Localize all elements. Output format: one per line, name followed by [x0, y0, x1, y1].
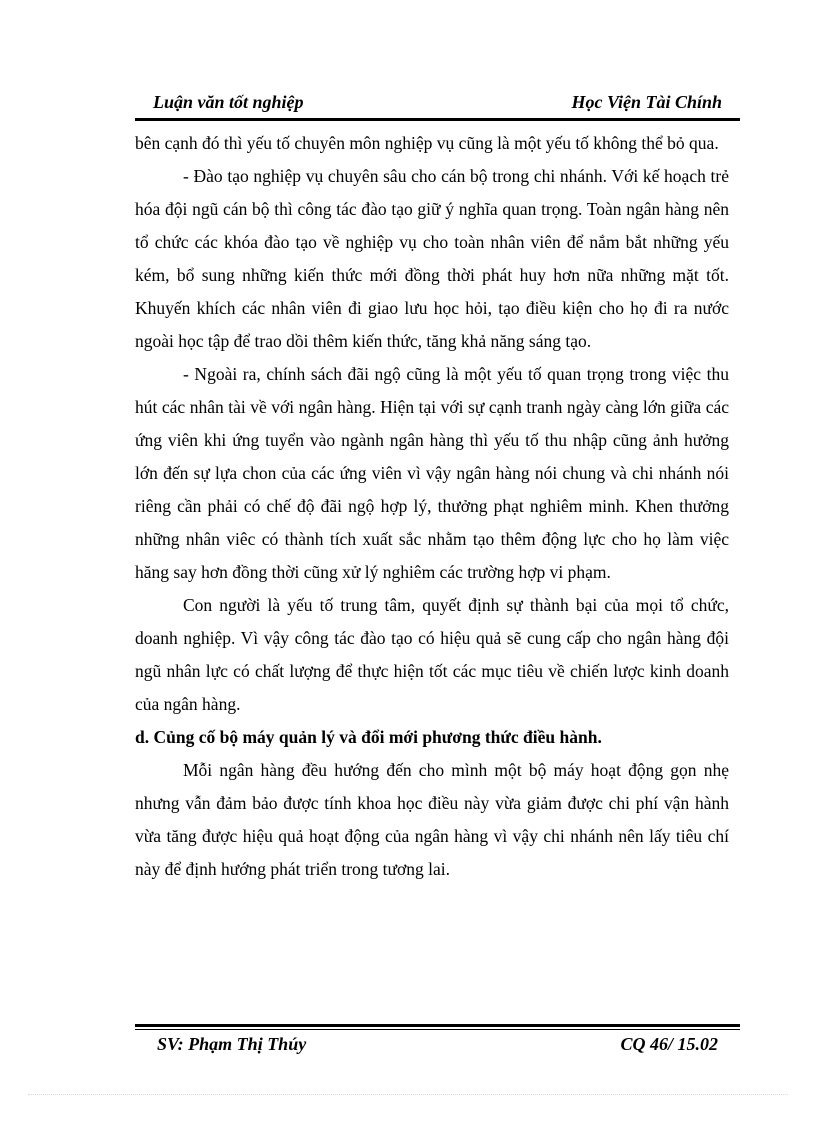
header-thesis-title: Luận văn tốt nghiệp [153, 92, 304, 112]
document-body [135, 127, 729, 886]
header-divider [135, 118, 740, 121]
paragraph-compensation: - Ngoài ra, chính sách đãi ngộ cũng là một yếu tố quan trọng trong việc thu hút các nhân tài về với ngân hàng. Hiện tại với sự cạnh tranh ngày càng lớn giữa các ứng viên khi ứng tuyển vào ngành ngân hàng thì yếu tố thu nhập cũng ảnh hưởng lớn đến sự lựa chon của các ứng viên vì vậy ngân hàng nói chung và chi nhánh nói riêng cần phải có chế độ đãi ngộ hợp lý, thưởng phạt nghiêm minh. Khen thưởng những nhân viêc có thành tích xuất sắc nhằm tạo thêm động lực cho họ làm việc hăng say hơn đồng thời cũng xử lý nghiêm các trường hợp vi phạm. [135, 364, 729, 582]
footer-divider-thick [135, 1024, 740, 1027]
header-institution: Học Viện Tài Chính [571, 92, 722, 112]
footer-divider-thin [135, 1029, 740, 1030]
footer-class-code: CQ 46/ 15.02 [620, 1034, 718, 1054]
section-heading-d: d. Củng cố bộ máy quản lý và đổi mới phương thức điều hành. [135, 727, 602, 747]
paragraph-continuation: bên cạnh đó thì yếu tố chuyên môn nghiệp vụ cũng là một yếu tố không thể bỏ qua. [135, 133, 719, 153]
paragraph-human-factor: Con người là yếu tố trung tâm, quyết định sự thành bại của mọi tổ chức, doanh nghiệp. Vì vậy công tác đào tạo có hiệu quả sẽ cung cấp cho ngân hàng đội ngũ nhân lực có chất lượng để thực hiện tốt các mục tiêu về chiến lược kinh doanh của ngân hàng. [135, 595, 729, 714]
page-footer [135, 1034, 740, 1058]
paragraph-training: - Đào tạo nghiệp vụ chuyên sâu cho cán bộ trong chi nhánh. Với kế hoạch trẻ hóa đội ngũ cán bộ thì công tác đào tạo giữ ý nghĩa quan trọng. Toàn ngân hàng nên tổ chức các khóa đào tạo về nghiệp vụ cho toàn nhân viên để nắm bắt những yếu kém, bổ sung những kiến thức mới đồng thời phát huy hơn nữa những mặt tốt. Khuyến khích các nhân viên đi giao lưu học hỏi, tạo điều kiện cho họ đi ra nước ngoài học tập để trao dồi thêm kiến thức, tăng khả năng sáng tạo. [135, 166, 729, 351]
paragraph-management: Mỗi ngân hàng đều hướng đến cho mình một bộ máy hoạt động gọn nhẹ nhưng vẫn đảm bảo được tính khoa học điều này vừa giảm được chi phí vận hành vừa tăng được hiệu quả hoạt động của ngân hàng vì vậy chi nhánh nên lấy tiêu chí này để định hướng phát triển trong tương lai. [135, 760, 729, 879]
footer-student-name: SV: Phạm Thị Thúy [157, 1034, 307, 1054]
page-header [135, 92, 740, 116]
page-edge-divider [28, 1094, 788, 1095]
